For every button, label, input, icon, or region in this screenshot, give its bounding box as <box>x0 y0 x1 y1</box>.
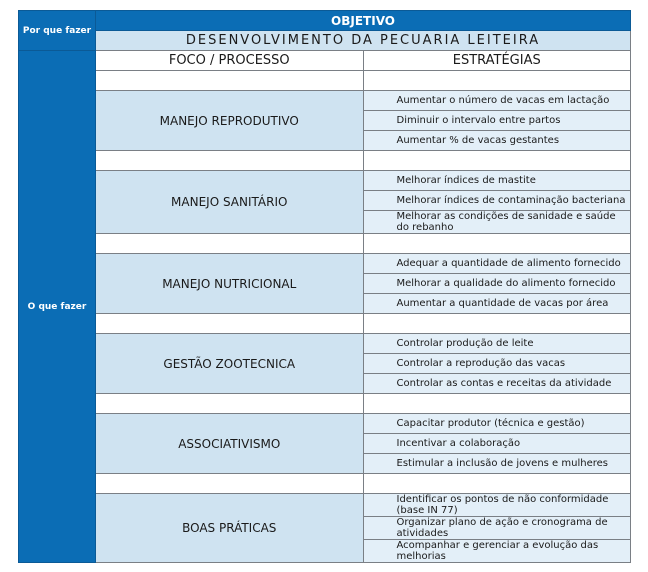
spacer-cell <box>96 314 364 334</box>
strategy-cell: Melhorar a qualidade do alimento fornecido <box>363 274 631 294</box>
spacer-cell <box>363 314 631 334</box>
strategy-cell: Acompanhar e gerenciar a evolução das melhorias <box>363 540 631 563</box>
strategy-cell: Melhorar as condições de sanidade e saúde do rebanho <box>363 211 631 234</box>
spacer-cell <box>363 474 631 494</box>
why-label: Por que fazer <box>19 11 96 51</box>
focus-header: FOCO / PROCESSO <box>96 51 364 71</box>
strategy-cell: Aumentar o número de vacas em lactação <box>363 91 631 111</box>
spacer-cell <box>363 71 631 91</box>
spacer-cell <box>96 234 364 254</box>
objective-label: OBJETIVO <box>96 11 631 31</box>
table-row <box>19 414 631 434</box>
focus-cell: BOAS PRÁTICAS <box>96 494 364 563</box>
spacer-cell <box>96 71 364 91</box>
spacer-cell <box>363 151 631 171</box>
table-row <box>19 334 631 354</box>
focus-cell: MANEJO REPRODUTIVO <box>96 91 364 151</box>
strategy-cell: Melhorar índices de mastite <box>363 171 631 191</box>
table-row <box>19 91 631 111</box>
spacer-cell <box>96 394 364 414</box>
spacer-cell <box>96 474 364 494</box>
strategy-cell: Capacitar produtor (técnica e gestão) <box>363 414 631 434</box>
strategy-cell: Controlar a reprodução das vacas <box>363 354 631 374</box>
spacer-cell <box>96 151 364 171</box>
strategy-cell: Organizar plano de ação e cronograma de atividades <box>363 517 631 540</box>
strategies-header: ESTRATÉGIAS <box>363 51 631 71</box>
table-row <box>19 254 631 274</box>
strategy-cell: Identificar os pontos de não conformidade (base IN 77) <box>363 494 631 517</box>
strategy-cell: Aumentar a quantidade de vacas por área <box>363 294 631 314</box>
focus-cell: ASSOCIATIVISMO <box>96 414 364 474</box>
strategy-cell: Aumentar % de vacas gestantes <box>363 131 631 151</box>
objective-title: DESENVOLVIMENTO DA PECUARIA LEITEIRA <box>96 31 631 51</box>
strategy-cell: Incentivar a colaboração <box>363 434 631 454</box>
focus-cell: MANEJO SANITÁRIO <box>96 171 364 234</box>
table-row <box>19 171 631 191</box>
focus-cell: GESTÃO ZOOTECNICA <box>96 334 364 394</box>
what-label: O que fazer <box>19 51 96 563</box>
strategy-cell: Melhorar índices de contaminação bacteriana <box>363 191 631 211</box>
focus-cell: MANEJO NUTRICIONAL <box>96 254 364 314</box>
table-row <box>19 494 631 517</box>
strategy-table <box>18 10 631 563</box>
strategy-cell: Controlar as contas e receitas da atividade <box>363 374 631 394</box>
strategy-cell: Estimular a inclusão de jovens e mulheres <box>363 454 631 474</box>
strategy-cell: Controlar produção de leite <box>363 334 631 354</box>
spacer-cell <box>363 394 631 414</box>
strategy-cell: Adequar a quantidade de alimento fornecido <box>363 254 631 274</box>
spacer-cell <box>363 234 631 254</box>
strategy-cell: Diminuir o intervalo entre partos <box>363 111 631 131</box>
